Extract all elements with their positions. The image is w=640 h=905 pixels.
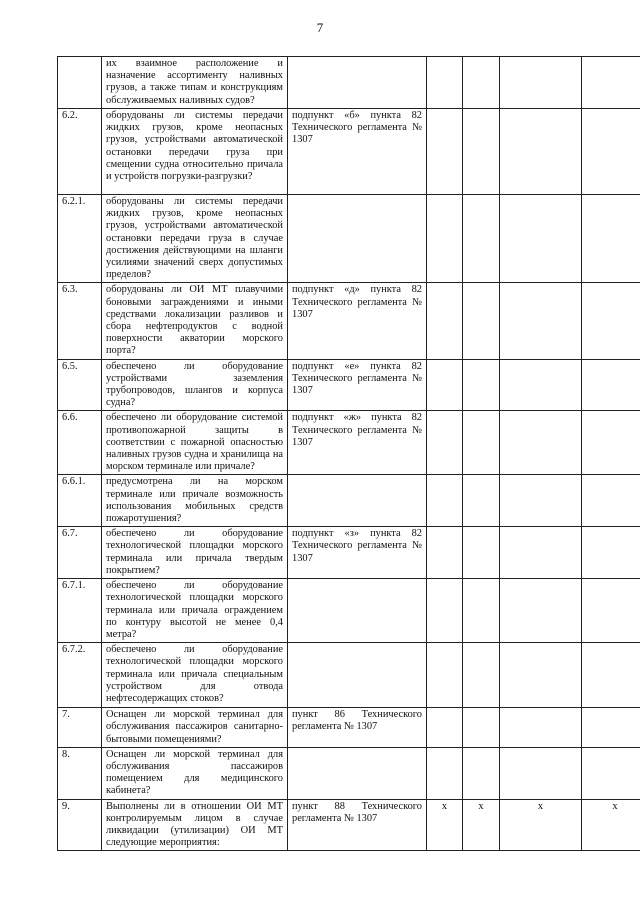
regulation-reference: подпункт «з» пункта 82 Технического регламента № 1307 (288, 527, 427, 579)
row-number: 6.2. (58, 109, 102, 195)
answer-cell (463, 283, 500, 359)
row-number: 6.2.1. (58, 195, 102, 283)
answer-cell (427, 708, 463, 748)
answer-cell (500, 57, 582, 109)
answer-cell (463, 527, 500, 579)
answer-cell (463, 643, 500, 708)
answer-cell (500, 708, 582, 748)
requirement-question: их взаимное расположение и назначение ассортименту наливных грузов, а также типам и конструкциям обслуживаемых наливных судов? (102, 57, 288, 109)
answer-cell (500, 579, 582, 643)
table-row (58, 708, 640, 748)
answer-cell: x (463, 799, 500, 851)
regulation-reference: подпункт «е» пункта 82 Технического регламента № 1307 (288, 359, 427, 411)
answer-cell (463, 747, 500, 799)
regulation-reference (288, 747, 427, 799)
answer-cell: x (582, 799, 640, 851)
page-number: 7 (316, 20, 324, 35)
regulation-reference (288, 579, 427, 643)
answer-cell (582, 708, 640, 748)
requirement-question: обеспечено ли оборудование устройствами заземления трубопроводов, шлангов и корпуса судна? (102, 359, 288, 411)
answer-cell (427, 747, 463, 799)
table-row (58, 475, 640, 527)
row-number: 6.6. (58, 411, 102, 475)
answer-cell (500, 283, 582, 359)
answer-cell (427, 283, 463, 359)
answer-cell (427, 109, 463, 195)
answer-cell (582, 747, 640, 799)
table-row (58, 799, 640, 851)
regulation-reference: подпункт «ж» пункта 82 Технического регламента № 1307 (288, 411, 427, 475)
requirement-question: оборудованы ли ОИ МТ плавучими боновыми заграждениями и иными средствами локализации разливов и сбора нефтепродуктов с водной поверхности акватории морского порта? (102, 283, 288, 359)
answer-cell (463, 475, 500, 527)
answer-cell (427, 475, 463, 527)
row-number: 9. (58, 799, 102, 851)
requirement-question: предусмотрена ли на морском терминале или причале возможность использования мобильных средств пожаротушения? (102, 475, 288, 527)
regulation-reference: подпункт «д» пункта 82 Технического регламента № 1307 (288, 283, 427, 359)
requirement-question: оборудованы ли системы передачи жидких грузов, кроме неопасных грузов, устройствами автоматической остановки передачи груза в случае достижения действующими на шланги усилиями значений сверх допустимых пределов? (102, 195, 288, 283)
row-number (58, 57, 102, 109)
requirement-question: обеспечено ли оборудование технологической площадки морского терминала или причала ограждением по контуру высотой не менее 0,4 метра? (102, 579, 288, 643)
row-number: 6.3. (58, 283, 102, 359)
table-row (58, 57, 640, 109)
answer-cell (463, 579, 500, 643)
regulation-reference (288, 57, 427, 109)
answer-cell (582, 57, 640, 109)
answer-cell (500, 747, 582, 799)
answer-cell: x (500, 799, 582, 851)
regulation-reference: подпункт «б» пункта 82 Технического регламента № 1307 (288, 109, 427, 195)
answer-cell (582, 643, 640, 708)
answer-cell (427, 411, 463, 475)
answer-cell: x (427, 799, 463, 851)
table-row (58, 109, 640, 195)
answer-cell (500, 411, 582, 475)
regulation-reference (288, 643, 427, 708)
table-row (58, 359, 640, 411)
row-number: 6.7. (58, 527, 102, 579)
answer-cell (500, 359, 582, 411)
answer-cell (463, 359, 500, 411)
regulation-reference: пункт 86 Технического регламента № 1307 (288, 708, 427, 748)
answer-cell (463, 109, 500, 195)
requirement-question: оборудованы ли системы передачи жидких грузов, кроме неопасных грузов, устройствами автоматической остановки передачи груза при смещении судна относительно причала и устройств погрузки-разгрузки? (102, 109, 288, 195)
table-row (58, 527, 640, 579)
requirement-question: Оснащен ли морской терминал для обслуживания пассажиров помещением для медицинского кабинета? (102, 747, 288, 799)
requirement-question: обеспечено ли оборудование системой противопожарной защиты в соответствии с пожарной опасностью наливных грузов судна и хранилища на морском терминале или причале? (102, 411, 288, 475)
table-row (58, 747, 640, 799)
answer-cell (463, 57, 500, 109)
answer-cell (582, 411, 640, 475)
answer-cell (582, 475, 640, 527)
table-row (58, 283, 640, 359)
answer-cell (582, 527, 640, 579)
answer-cell (500, 527, 582, 579)
answer-cell (582, 283, 640, 359)
answer-cell (427, 359, 463, 411)
requirement-question: обеспечено ли оборудование технологической площадки морского терминала или причала специальным устройством для отвода нефтесодержащих стоков? (102, 643, 288, 708)
answer-cell (500, 109, 582, 195)
answer-cell (463, 195, 500, 283)
regulation-reference: пункт 88 Технического регламента № 1307 (288, 799, 427, 851)
regulation-reference (288, 475, 427, 527)
row-number: 6.5. (58, 359, 102, 411)
answer-cell (427, 195, 463, 283)
row-number: 6.7.1. (58, 579, 102, 643)
checklist-table (57, 56, 640, 851)
row-number: 6.7.2. (58, 643, 102, 708)
answer-cell (582, 195, 640, 283)
answer-cell (463, 411, 500, 475)
requirement-question: обеспечено ли оборудование технологической площадки морского терминала или причала твердым покрытием? (102, 527, 288, 579)
answer-cell (427, 579, 463, 643)
answer-cell (427, 643, 463, 708)
answer-cell (582, 359, 640, 411)
answer-cell (500, 195, 582, 283)
row-number: 8. (58, 747, 102, 799)
table-row (58, 643, 640, 708)
answer-cell (427, 527, 463, 579)
answer-cell (582, 579, 640, 643)
answer-cell (463, 708, 500, 748)
answer-cell (427, 57, 463, 109)
requirement-question: Выполнены ли в отношении ОИ МТ контролируемым лицом в случае ликвидации (утилизации) ОИ МТ следующие мероприятия: (102, 799, 288, 851)
answer-cell (500, 475, 582, 527)
requirement-question: Оснащен ли морской терминал для обслуживания пассажиров санитарно-бытовыми помещениями? (102, 708, 288, 748)
table-row (58, 195, 640, 283)
table-row (58, 579, 640, 643)
row-number: 6.6.1. (58, 475, 102, 527)
regulation-reference (288, 195, 427, 283)
table-row (58, 411, 640, 475)
row-number: 7. (58, 708, 102, 748)
answer-cell (500, 643, 582, 708)
answer-cell (582, 109, 640, 195)
